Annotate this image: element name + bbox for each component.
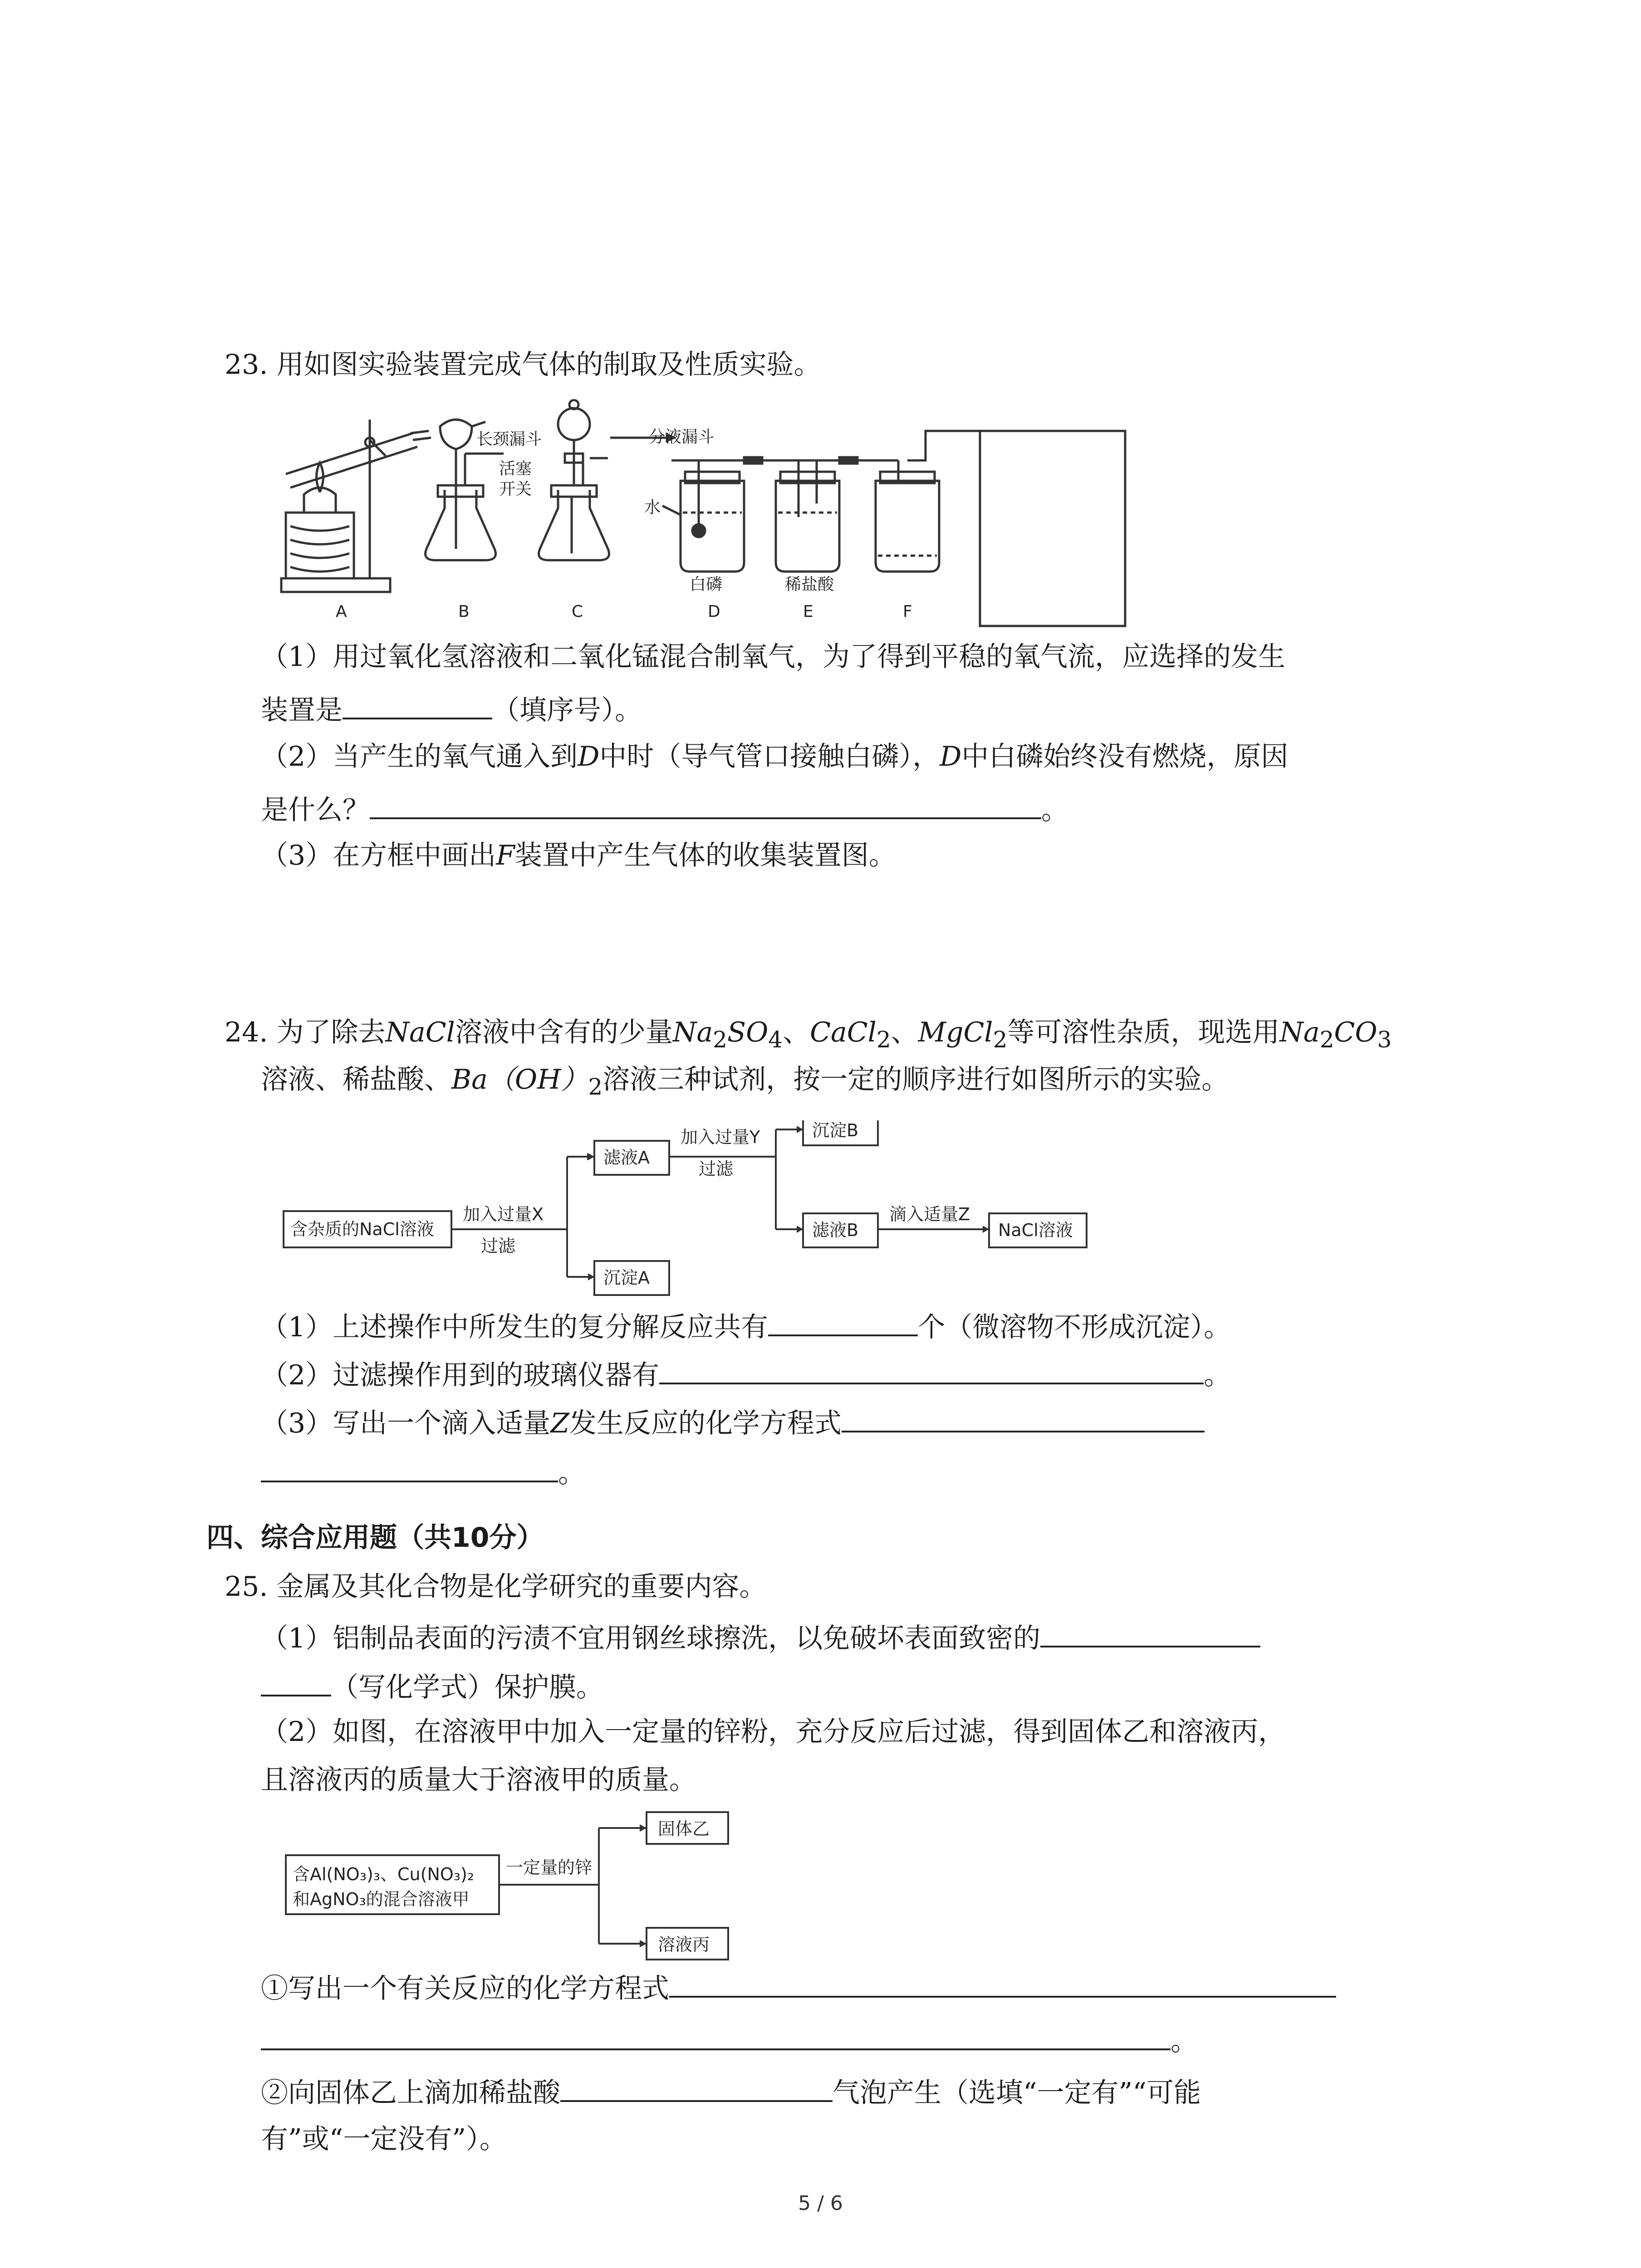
answer-blank-24-3a[interactable] (842, 1403, 1205, 1432)
answer-blank-24-2[interactable] (659, 1354, 1204, 1384)
q23-part1-line2: 装置是 （填序号）。 (261, 689, 642, 728)
svg-text:长颈漏斗: 长颈漏斗 (476, 430, 542, 449)
svg-text:D: D (708, 602, 720, 621)
svg-text:含Al(NO₃)₃、Cu(NO₃)₂: 含Al(NO₃)₃、Cu(NO₃)₂ (293, 1864, 475, 1884)
q24-part2: （2）过滤操作用到的玻璃仪器有 。 (261, 1354, 1231, 1393)
svg-text:滴入适量Z: 滴入适量Z (889, 1204, 970, 1224)
svg-text:开关: 开关 (499, 480, 532, 499)
svg-text:过滤: 过滤 (481, 1236, 516, 1256)
apparatus-c (539, 400, 645, 560)
svg-text:固体乙: 固体乙 (658, 1819, 710, 1839)
q23-part2-line1: （2）当产生的氧气通入到D中时（导气管口接触白磷），D中白磷始终没有燃烧，原因 (261, 741, 1288, 772)
svg-text:B: B (458, 602, 470, 621)
svg-text:沉淀A: 沉淀A (603, 1268, 650, 1288)
q25-sub1-line1: ①写出一个有关反应的化学方程式 (261, 1968, 1336, 2007)
q23-part3: （3）在方框中画出F装置中产生气体的收集装置图。 (261, 840, 896, 871)
q25-stem: 25. 金属及其化合物是化学研究的重要内容。 (225, 1571, 767, 1603)
answer-blank-25-1b[interactable] (261, 1667, 331, 1696)
answer-blank-23-2[interactable] (370, 789, 1041, 819)
drawing-box (980, 431, 1125, 626)
q23-apparatus-figure (272, 399, 1134, 635)
q25-sub2-line2: 有”或“一定没有”）。 (261, 2123, 507, 2155)
q25-part2-line2: 且溶液丙的质量大于溶液甲的质量。 (261, 1764, 696, 1796)
answer-blank-25-2a[interactable] (669, 1968, 1336, 1998)
q25-part2-line1: （2）如图，在溶液甲中加入一定量的锌粉，充分反应后过滤，得到固体乙和溶液丙， (261, 1716, 1286, 1748)
apparatus-e (776, 460, 839, 572)
svg-text:过滤: 过滤 (699, 1159, 734, 1179)
svg-text:活塞: 活塞 (499, 459, 532, 478)
svg-text:一定量的锌: 一定量的锌 (506, 1857, 593, 1877)
q25-part1-line1: （1）铝制品表面的污渍不宜用钢丝球擦洗，以免破坏表面致密的 (261, 1618, 1260, 1657)
answer-blank-23-1[interactable] (343, 689, 492, 719)
q24-stem-line1: 24. 为了除去NaCl溶液中含有的少量$Na_2SO_4$、CaCl$_2$、MgCl$_2$等可溶性杂质，现选用$Na_2CO_3$ (225, 1017, 1392, 1053)
q24-stem-line2: 溶液、稀盐酸、$Ba(OH)_2$溶液三种试剂，按一定的顺序进行如图所示的实验。 (261, 1064, 1229, 1100)
apparatus-a (281, 420, 431, 592)
apparatus-f (876, 472, 939, 572)
q23-stem: 23. 用如图实验装置完成气体的制取及性质实验。 (225, 349, 821, 381)
q24-flow-diagram (281, 1120, 1098, 1311)
answer-blank-24-3b[interactable] (261, 1452, 558, 1482)
answer-blank-24-1[interactable] (768, 1306, 918, 1336)
svg-text:稀盐酸: 稀盐酸 (785, 575, 834, 594)
svg-text:NaCl溶液: NaCl溶液 (998, 1220, 1073, 1240)
page-number: 5 / 6 (798, 2192, 843, 2215)
svg-text:分液漏斗: 分液漏斗 (649, 428, 715, 446)
svg-text:A: A (336, 602, 347, 621)
section-4-heading: 四、综合应用题（共10分） (206, 1522, 544, 1554)
svg-text:沉淀B: 沉淀B (812, 1120, 859, 1140)
answer-blank-25-3[interactable] (560, 2072, 833, 2102)
svg-text:白磷: 白磷 (690, 575, 723, 594)
q23-part1-line1: （1）用过氧化氢溶液和二氧化锰混合制氧气，为了得到平稳的氧气流，应选择的发生 (261, 641, 1286, 673)
answer-blank-25-2b[interactable] (261, 2020, 1171, 2050)
q24-part1: （1）上述操作中所发生的复分解反应共有 个（微溶物不形成沉淀）。 (261, 1306, 1231, 1345)
q25-flow-diagram (281, 1810, 780, 1964)
svg-text:水: 水 (644, 498, 661, 517)
svg-text:滤液B: 滤液B (812, 1220, 859, 1240)
q25-part1-line2: （写化学式）保护膜。 (261, 1667, 603, 1706)
q24-part3-line2: 。 (261, 1452, 585, 1491)
svg-text:C: C (572, 602, 583, 621)
apparatus-d (681, 472, 744, 572)
q24-part3-line1: （3）写出一个滴入适量Z发生反应的化学方程式 (261, 1403, 1205, 1442)
q23-part2-line2: 是什么？ 。 (261, 789, 1068, 828)
answer-blank-25-1a[interactable] (1040, 1618, 1260, 1647)
svg-text:加入过量X: 加入过量X (463, 1204, 544, 1224)
svg-text:E: E (803, 602, 813, 621)
svg-text:滤液A: 滤液A (603, 1148, 650, 1168)
q25-sub2-line1: ②向固体乙上滴加稀盐酸 气泡产生（选填“一定有”“可能 (261, 2072, 1201, 2111)
svg-text:和AgNO₃的混合溶液甲: 和AgNO₃的混合溶液甲 (293, 1889, 470, 1909)
svg-text:含杂质的NaCl溶液: 含杂质的NaCl溶液 (290, 1219, 434, 1239)
svg-text:F: F (903, 602, 912, 621)
svg-text:加入过量Y: 加入过量Y (681, 1127, 760, 1147)
q25-sub1-line2: 。 (261, 2020, 1198, 2059)
svg-text:溶液丙: 溶液丙 (658, 1935, 710, 1955)
